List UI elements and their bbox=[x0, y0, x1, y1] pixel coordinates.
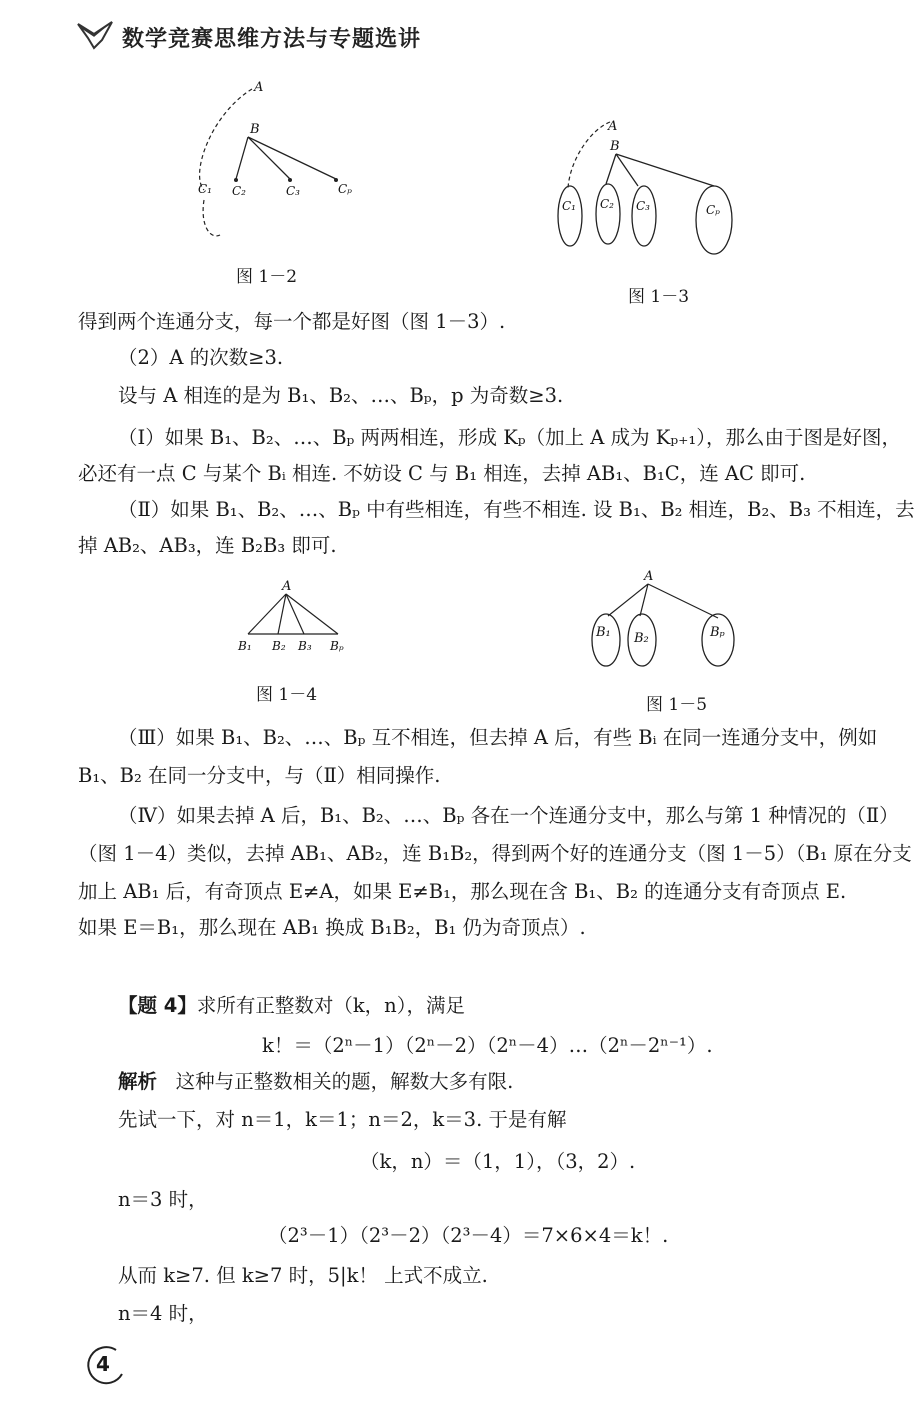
paragraph: 如果 E＝B₁，那么现在 AB₁ 换成 B₁B₂，B₁ 仍为奇顶点）. bbox=[78, 916, 586, 939]
figure-1-4-caption: 图 1－4 bbox=[256, 685, 318, 705]
equation: （k，n）＝（1，1），（3，2）. bbox=[360, 1150, 636, 1173]
paragraph: 加上 AB₁ 后，有奇顶点 E≠A，如果 E≠B₁，那么现在含 B₁、B₂ 的连通分支有奇顶点 E. bbox=[78, 880, 847, 903]
paragraph: 掉 AB₂、AB₃，连 B₂B₃ 即可. bbox=[78, 534, 337, 557]
fig13-label-C2: C₂ bbox=[600, 197, 614, 211]
figure-1-5-caption: 图 1－5 bbox=[646, 695, 708, 715]
paragraph: 先试一下，对 n＝1，k＝1；n＝2，k＝3. 于是有解 bbox=[118, 1108, 567, 1131]
figure-1-4 bbox=[234, 578, 364, 658]
solution-intro bbox=[118, 1066, 513, 1098]
page-number: 4 bbox=[96, 1352, 110, 1376]
question-text: 求所有正整数对（k，n），满足 bbox=[196, 994, 465, 1017]
fig13-label-A: A bbox=[608, 119, 618, 134]
fig12-label-B: B bbox=[250, 122, 260, 137]
figure-1-5 bbox=[588, 566, 738, 676]
fig14-label-Bp: Bₚ bbox=[330, 639, 344, 653]
paragraph: （图 1－4）类似，去掉 AB₁、AB₂，连 B₁B₂，得到两个好的连通分支（图 1－5）（B₁ 原在分支 bbox=[78, 842, 912, 865]
figure-1-2 bbox=[180, 75, 380, 255]
book-logo-icon bbox=[74, 18, 116, 52]
fig15-label-Bp: Bₚ bbox=[710, 625, 725, 640]
equation: k！＝（2ⁿ－1）（2ⁿ－2）（2ⁿ－4）…（2ⁿ－2ⁿ⁻¹）. bbox=[262, 1034, 713, 1057]
paragraph: （Ⅱ）如果 B₁、B₂、…、Bₚ 中有些相连，有些不相连. 设 B₁、B₂ 相连，B₂、B₃ 不相连，去 bbox=[118, 498, 915, 521]
fig13-label-B: B bbox=[610, 139, 620, 154]
paragraph: n＝3 时， bbox=[118, 1188, 208, 1211]
paragraph: 必还有一点 C 与某个 Bᵢ 相连. 不妨设 C 与 B₁ 相连，去掉 AB₁、B₁C，连 AC 即可. bbox=[78, 462, 806, 485]
figure-1-3 bbox=[550, 110, 750, 260]
fig15-label-A: A bbox=[644, 569, 654, 584]
fig15-label-B1: B₁ bbox=[596, 625, 611, 640]
fig14-label-B3: B₃ bbox=[298, 639, 312, 653]
fig12-label-C1: C₁ bbox=[198, 182, 212, 196]
fig13-label-Cp: Cₚ bbox=[706, 203, 720, 217]
fig12-label-A: A bbox=[254, 80, 264, 95]
fig14-label-A: A bbox=[282, 579, 292, 594]
paragraph: （2）A 的次数≥3. bbox=[118, 346, 284, 369]
paragraph: 得到两个连通分支，每一个都是好图（图 1－3）. bbox=[78, 310, 506, 333]
fig14-label-B2: B₂ bbox=[272, 639, 286, 653]
fig13-label-C1: C₁ bbox=[562, 199, 576, 213]
solution-text: 这种与正整数相关的题，解数大多有限. bbox=[175, 1070, 514, 1093]
header-title: 数学竞赛思维方法与专题选讲 bbox=[122, 27, 422, 52]
fig13-label-C3: C₃ bbox=[636, 199, 650, 213]
question-label: 【题 4】 bbox=[118, 994, 197, 1017]
fig12-label-C3: C₃ bbox=[286, 184, 300, 198]
figure-1-2-caption: 图 1－2 bbox=[236, 267, 298, 287]
paragraph: （Ⅲ）如果 B₁、B₂、…、Bₚ 互不相连，但去掉 A 后，有些 Bᵢ 在同一连通分支中，例如 bbox=[118, 726, 878, 749]
fig14-label-B1: B₁ bbox=[238, 639, 252, 653]
question-4 bbox=[118, 990, 465, 1022]
paragraph: 设与 A 相连的是为 B₁、B₂、…、Bₚ，p 为奇数≥3. bbox=[118, 384, 564, 407]
paragraph: 从而 k≥7. 但 k≥7 时，5|k！ 上式不成立. bbox=[118, 1264, 488, 1287]
fig12-label-Cp: Cₚ bbox=[338, 182, 352, 196]
fig12-label-C2: C₂ bbox=[232, 184, 246, 198]
paragraph: n＝4 时， bbox=[118, 1302, 208, 1325]
paragraph: B₁、B₂ 在同一分支中，与（Ⅱ）相同操作. bbox=[78, 764, 441, 787]
paragraph: （Ⅰ）如果 B₁、B₂、…、Bₚ 两两相连，形成 Kₚ（加上 A 成为 Kₚ₊₁），那么由于图是好图， bbox=[118, 426, 901, 449]
equation: （2³－1）（2³－2）（2³－4）＝7×6×4＝k！. bbox=[268, 1224, 669, 1247]
figure-1-3-caption: 图 1－3 bbox=[628, 287, 690, 307]
solution-label: 解析 bbox=[118, 1070, 158, 1093]
paragraph: （Ⅳ）如果去掉 A 后，B₁、B₂、…、Bₚ 各在一个连通分支中，那么与第 1 种情况的（Ⅱ） bbox=[118, 804, 899, 827]
fig15-label-B2: B₂ bbox=[634, 631, 649, 646]
